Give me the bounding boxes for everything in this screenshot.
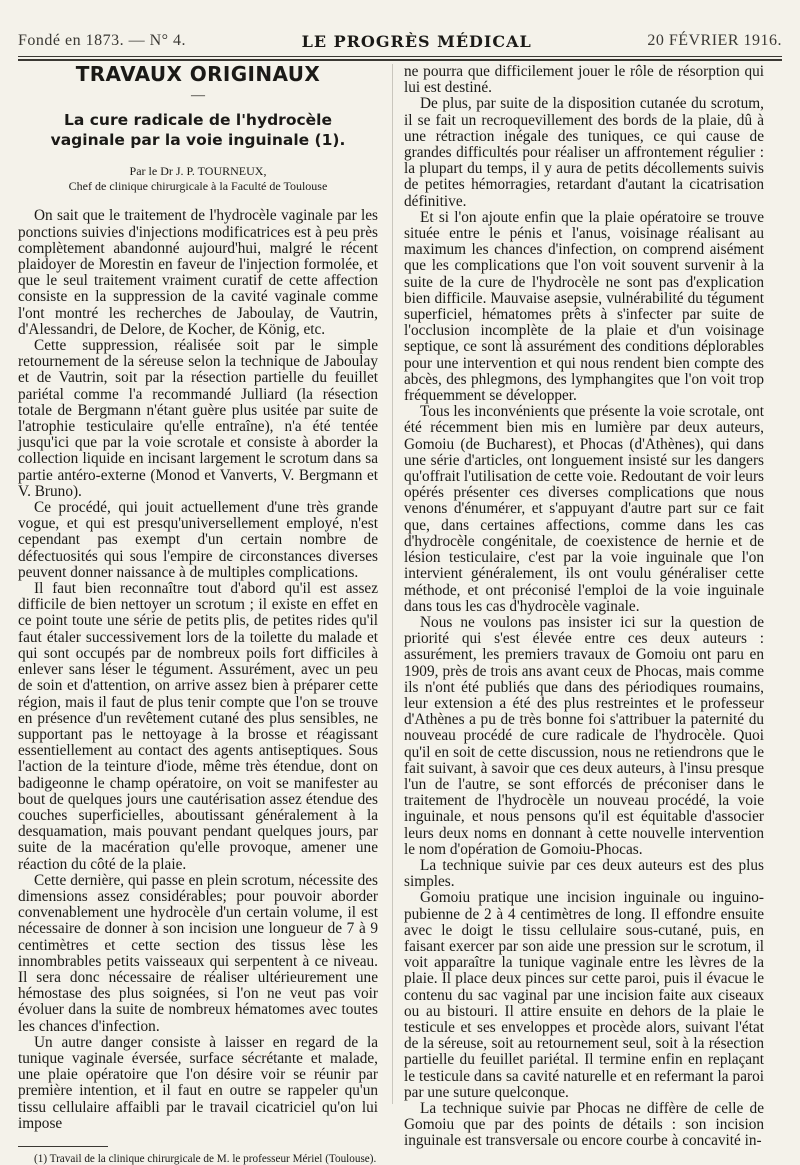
article-author: Par le Dr J. P. TOURNEUX, bbox=[129, 164, 267, 179]
paragraph: On sait que le traitement de l'hydrocèle vaginale par les ponctions suivies d'injections modificatrices est à peu près complètement abandonné aujourd'hui, malgré le récent plaidoyer de Morestin en faveur de l'injection formolée, et que le seul traitement vraiment curatif de cette affection consiste en la suppression de la cavité vaginale comme l'ont montré les recherches de Jaboulay, de Vautrin, d'Alessandri, de Delore, de Kocher, de König, etc. bbox=[18, 207, 378, 338]
paragraph: Ce procédé, qui jouit actuellement d'une très grande vogue, et qui est presqu'universellement employé, n'est cependant pas exempt d'un certain nombre de défectuosités qui sous l'empire de circonstances diverses peuvent donner naissance à de multiples complications. bbox=[18, 499, 378, 581]
paragraph: Cette suppression, réalisée soit par le simple retournement de la séreuse selon la technique de Jaboulay et de Vautrin, soit par la résection partielle du feuillet pariétal comme l'a recommandé Julliard (la résection totale de Bergmann n'étant guère plus usitée par suite de l'atrophie testiculaire qu'elle entraîne), n'a été tentée jusqu'ici que par la voie scrotale et consiste à aborder la collection liquide en incisant largement le scrotum dans sa partie antéro-externe (Monod et Vanverts, V. Bergmann et V. Bruno). bbox=[18, 337, 378, 500]
paragraph: Tous les inconvénients que présente la voie scrotale, ont été récemment bien mis en lumière par deux auteurs, Gomoiu (de Bucharest), et Phocas (d'Athènes), qui dans une série d'articles, ont longuement insisté sur les dangers qu'offrait l'utilisation de cette voie. Redoutant de voir leurs opérés présenter ces diverses complications que nous venons d'énumérer, et s'appuyant d'autre part sur ce fait que, dans certaines affections, comme dans les cas d'hydrocèle congénitale, de coexistence de hernie et de lésion testiculaire, c'est par la voie inguinale que l'on intervient généralement, ils ont voulu généraliser cette méthode, et ont préconisé l'emploi de la voie inguinale dans tous les cas d'hydrocèle vaginale. bbox=[404, 403, 764, 615]
right-column bbox=[404, 63, 764, 1150]
paragraph: La technique suivie par ces deux auteurs est des plus simples. bbox=[404, 856, 764, 891]
paragraph: Nous ne voulons pas insister ici sur la question de priorité qui s'est élevée entre ces deux auteurs : assurément, les premiers travaux de Gomoiu ont paru en 1909, près de trois ans avant ceux de Phocas, mais comme ils n'ont été publiés que dans des périodiques roumains, leur extension a été des plus restreintes et le professeur d'Athènes a pu de très bonne foi s'attribuer la paternité du nouveau procédé de cure radicale de l'hydrocèle. Quoi qu'il en soit de cette discussion, nous ne retiendrons que le fait suivant, à savoir que ces deux auteurs, à l'insu presque l'un de l'autre, se sont efforcés de préconiser dans le traitement de l'hydrocèle un nouveau procédé, la voie inguinale, et nous pensons qu'il est équitable d'associer leurs deux noms en donnant à cette nouvelle intervention le nom d'opération de Gomoiu-Phocas. bbox=[404, 613, 764, 858]
article-title: La cure radicale de l'hydrocèle vaginale par la voie inguinale (1). bbox=[50, 111, 346, 150]
paragraph: Il faut bien reconnaître tout d'abord qu'il est assez difficile de bien nettoyer un scrotum ; il existe en effet en ce point toute une série de petits plis, de petites rides qu'il faut étaler successivement lors de la toilette du malade et qui sont occupés par de nombreux poils fort difficiles à enlever sans léser le tégument. Assurément, avec un peu de soin et d'attention, on arrive assez bien à préparer cette région, mais il faut de plus tenir compte que l'on se trouve en présence d'un revêtement cutané des plus sensibles, ne supportant pas le nettoyage à la brosse et réagissant essentiellement au contact des agents antiseptiques. Sous l'action de la teinture d'iode, même très étendue, dont on badigeonne le champ opératoire, on voit se manifester au bout de quelques jours une cautérisation assez étendue des couches superficielles, aboutissant généralement à la desquamation, mais pouvant pendant quelques jours, par suite de la macération qu'elle provoque, amener une réaction du côté de la plaie. bbox=[18, 580, 378, 873]
paragraph: La technique suivie par Phocas ne diffère de celle de Gomoiu que par des points de détails : son incision inguinale est transversale ou encore courbe à concavité in- bbox=[404, 1100, 764, 1150]
footnote-rule bbox=[18, 1146, 108, 1147]
header-rule bbox=[18, 56, 782, 57]
author-affiliation: Chef de clinique chirurgicale à la Faculté de Toulouse bbox=[68, 179, 328, 194]
running-header bbox=[18, 30, 782, 52]
heading-dash: — bbox=[191, 88, 205, 104]
paragraph: De plus, par suite de la disposition cutanée du scrotum, il se fait un recroquevillement des bords de la plaie, dû à une rétraction inégale des tuniques, ce qui cause de grandes difficultés pour réaliser un affrontement régulier : la plupart du temps, il y aura de petits décollements suivis de petites hémorragies, retardant d'autant la cicatrisation définitive. bbox=[404, 95, 764, 210]
paragraph: Et si l'on ajoute enfin que la plaie opératoire se trouve située entre le pénis et l'anus, voisinage réalisant au maximum les chances d'infection, on comprend aisément que les complications que l'on voit souvent survenir à la suite de la cure de l'hydrocèle ne sont pas d'explication bien difficile. Mauvaise asepsie, vulnérabilité du tégument superficiel, hématomes prêts à s'infecter par suite de l'occlusion incomplète de la plaie et d'un voisinage septique, ce sont là assurément des conditions déplorables pour une intervention et qui nous rendent bien compte des abcès, des phlegmons, des lymphangites que l'on voit trop fréquemment se développer. bbox=[404, 208, 764, 405]
column-separator bbox=[392, 64, 393, 1104]
header-rule-thick bbox=[18, 59, 782, 61]
left-column bbox=[18, 62, 378, 1165]
journal-title: LE PROGRÈS MÉDICAL bbox=[301, 31, 532, 51]
paragraph: Un autre danger consiste à laisser en regard de la tunique vaginale éversée, surface sécrétante et malade, une plaie opératoire que l'on désire voir se réunir par première intention, et il faut en outre se rappeler qu'un tissu cellulaire affaibli par le travail cicatriciel qu'on lui impose bbox=[18, 1033, 378, 1132]
paragraph: ne pourra que difficilement jouer le rôle de résorption qui lui est destiné. bbox=[404, 63, 764, 97]
section-heading: TRAVAUX ORIGINAUX bbox=[75, 62, 321, 86]
header-date: 20 FÉVRIER 1916. bbox=[647, 32, 782, 49]
header-founded-issue: Fondé en 1873. — N° 4. bbox=[18, 32, 187, 49]
paragraph: Gomoiu pratique une incision inguinale ou inguino-pubienne de 2 à 4 centimètres de long. Il effondre ensuite avec le doigt le tissu cellulaire sous-cutané, puis, en faisant exercer par son aide une pression sur le scrotum, il voit apparaître la tunique vaginale entre les lèvres de la plaie. Il place deux pinces sur cette paroi, puis il évacue le contenu du sac vaginal par une incision faite aux ciseaux ou au bistouri. Il attire ensuite en dehors de la plaie le testicule et ses enveloppes et procède alors, suivant l'état de la séreuse, soit au retournement seul, soit à la résection partielle du feuillet pariétal. Il termine enfin en replaçant le testicule dans sa cavité naturelle et en refermant la paroi par une suture quelconque. bbox=[404, 889, 764, 1101]
footnote: (1) Travail de la clinique chirurgicale de M. le professeur Mériel (Toulouse). bbox=[34, 1152, 377, 1165]
paragraph: Cette dernière, qui passe en plein scrotum, nécessite des dimensions assez considérables; pour pouvoir aborder convenablement une hydrocèle d'un certain volume, il est nécessaire de donner à son incision une longueur de 7 à 9 centimètres et cette section des tissus lèse les innombrables petits vaisseaux qui serpentent à ce niveau. Il sera donc nécessaire de réaliser ultérieurement une hémostase des plus soignées, si l'on ne veut pas voir évoluer dans la suite de nombreux hématomes avec toutes les chances d'infection. bbox=[18, 871, 378, 1035]
